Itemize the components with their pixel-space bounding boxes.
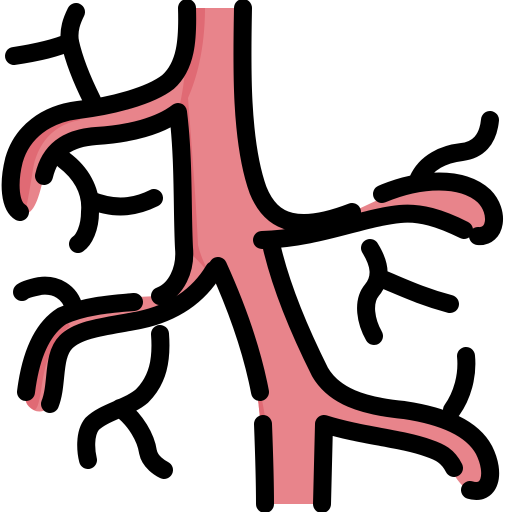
trunk-right-edge-upper — [242, 8, 352, 223]
twig-top-left — [69, 12, 92, 100]
trunk-left-edge-bottom — [263, 424, 265, 504]
twig-left-mid-2 — [90, 198, 154, 207]
twig-top-left-2 — [14, 42, 70, 56]
twig-right-mid — [366, 248, 379, 336]
twig-right-mid-2 — [380, 278, 450, 304]
twig-left-lower-top — [22, 286, 74, 308]
twig-left-lower-bottom-2 — [120, 408, 164, 470]
twig-right-upper — [418, 120, 490, 180]
twig-right-lower — [452, 356, 466, 410]
